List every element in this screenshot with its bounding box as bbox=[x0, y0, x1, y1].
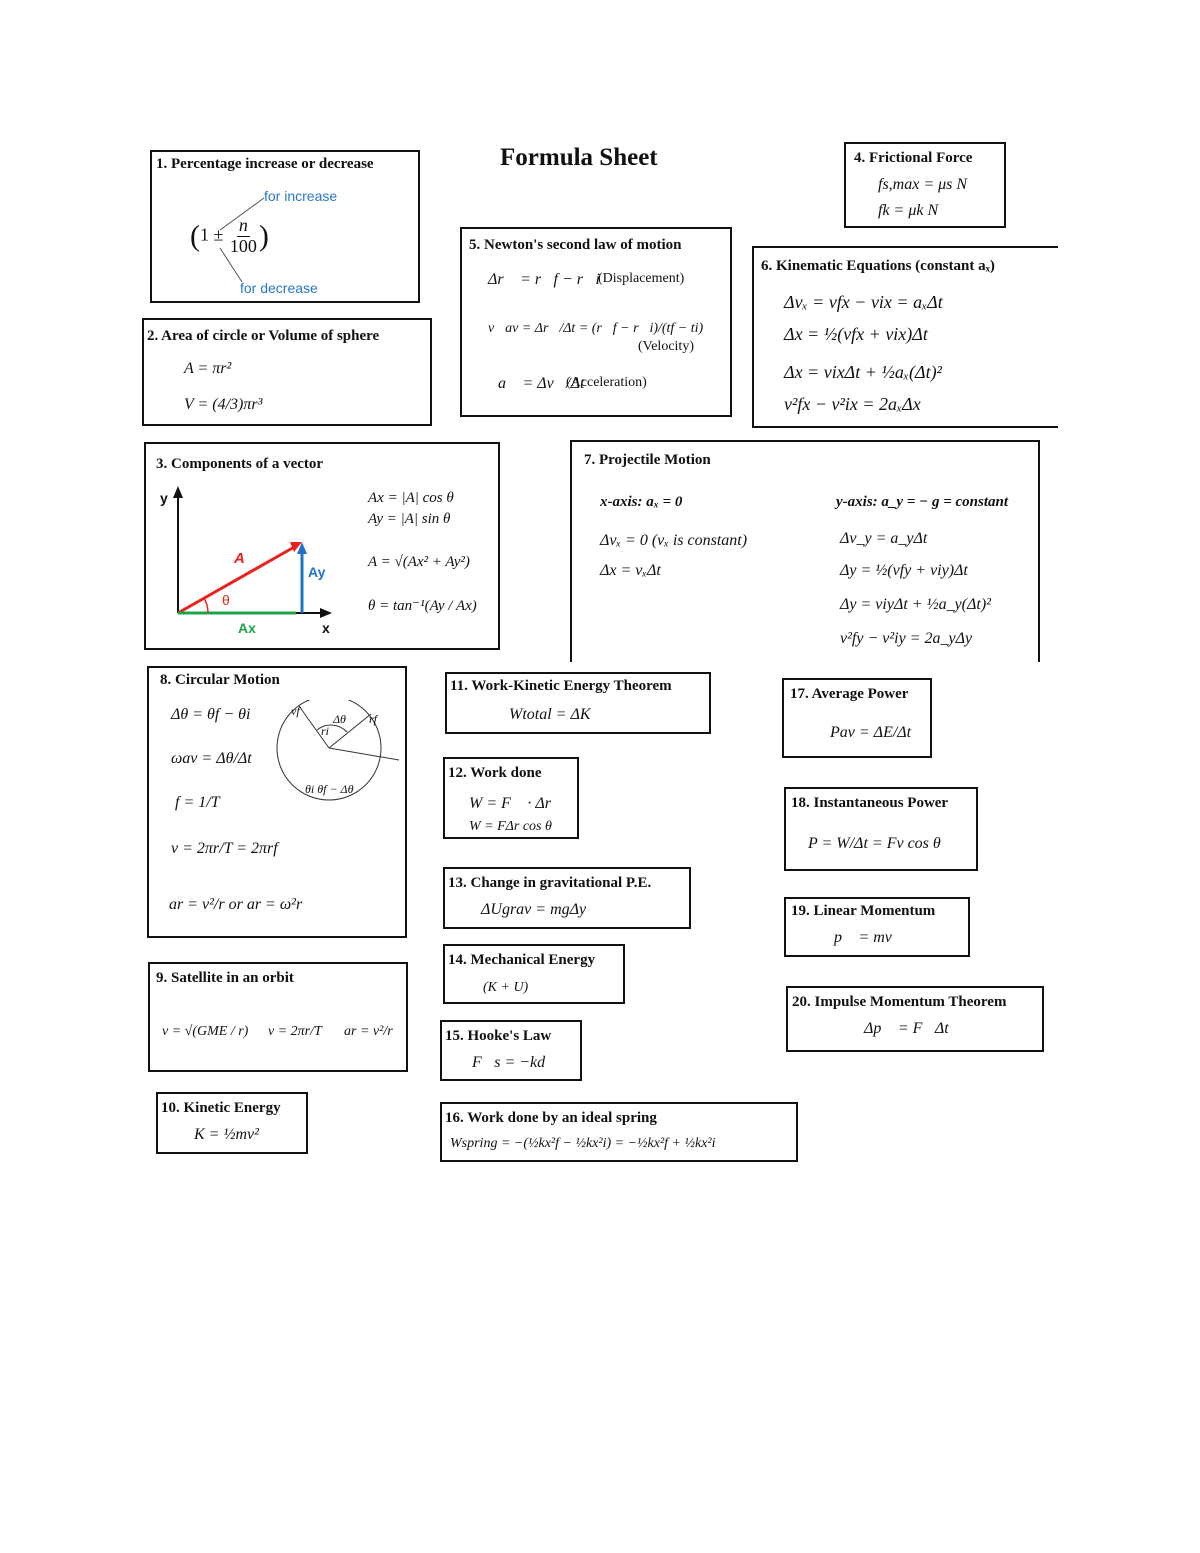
circle-sphere-title: 2. Area of circle or Volume of sphere bbox=[147, 328, 380, 344]
satellite-eq-3: ar = v²/r bbox=[344, 1024, 393, 1039]
work-done-title: 12. Work done bbox=[448, 765, 542, 781]
vector-box bbox=[144, 442, 500, 650]
friction-kinetic-formula: fk = μk N bbox=[878, 202, 939, 219]
newton-displacement-formula: Δr⃗ = r⃗f − r⃗i bbox=[488, 271, 600, 288]
circular-eq-2: ωav = Δθ/Δt bbox=[171, 750, 252, 767]
vector-ay-formula: Ay = |A| sin θ bbox=[368, 511, 451, 527]
friction-static-formula: fs,max = μs N bbox=[878, 176, 968, 193]
work-done-box bbox=[443, 757, 579, 839]
impulse-title: 20. Impulse Momentum Theorem bbox=[792, 994, 1007, 1010]
circular-eq-3: f = 1/T bbox=[175, 794, 220, 811]
circular-diagram-rf: rf bbox=[369, 712, 378, 726]
projectile-y-eq-2: Δy = ½(vfy + viy)Δt bbox=[840, 562, 968, 579]
average-power-box bbox=[782, 678, 932, 758]
hooke-box bbox=[440, 1020, 582, 1081]
mechanical-energy-title: 14. Mechanical Energy bbox=[448, 952, 596, 968]
mechanical-energy-formula: (K + U) bbox=[483, 980, 529, 995]
projectile-title: 7. Projectile Motion bbox=[584, 452, 711, 468]
projectile-x-axis: x-axis: aₓ = 0 bbox=[600, 494, 683, 510]
friction-title: 4. Frictional Force bbox=[854, 150, 973, 166]
mechanical-energy-box bbox=[443, 944, 625, 1004]
instantaneous-power-formula: P = W/Δt = Fv cos θ bbox=[808, 835, 941, 852]
hooke-title: 15. Hooke's Law bbox=[445, 1028, 552, 1044]
newton-acceleration-label: (Acceleration) bbox=[566, 375, 647, 390]
circular-diagram-caption: θi θf − Δθ bbox=[305, 782, 354, 796]
satellite-eq-1: v = √(GME / r) bbox=[162, 1024, 249, 1039]
vector-y-label: y bbox=[160, 490, 168, 506]
circular-title: 8. Circular Motion bbox=[160, 672, 280, 688]
circular-eq-4: v = 2πr/T = 2πrf bbox=[171, 840, 278, 857]
projectile-x-eq-2: Δx = vₓΔt bbox=[600, 562, 661, 579]
satellite-eq-2: v = 2πr/T bbox=[268, 1024, 322, 1039]
spring-work-box bbox=[440, 1102, 798, 1162]
percentage-box bbox=[150, 150, 420, 303]
projectile-y-axis: y-axis: a_y = − g = constant bbox=[836, 494, 1009, 510]
circular-eq-1: Δθ = θf − θi bbox=[171, 706, 251, 723]
newton-box bbox=[460, 227, 732, 417]
vector-magnitude-formula: A = √(Ax² + Ay²) bbox=[368, 554, 470, 570]
kinematic-eq-4: v²fx − v²ix = 2aₓΔx bbox=[784, 394, 921, 414]
increase-label: for increase bbox=[264, 188, 338, 204]
percentage-hundred: 100 bbox=[229, 235, 257, 256]
circle-area-formula: A = πr² bbox=[184, 360, 232, 377]
spring-work-formula: Wspring = −(½kx²f − ½kx²i) = −½kx²f + ½kx²i bbox=[450, 1136, 716, 1151]
instantaneous-power-title: 18. Instantaneous Power bbox=[791, 795, 949, 811]
instantaneous-power-box bbox=[784, 787, 978, 871]
kinematic-box bbox=[752, 246, 1058, 428]
kinetic-energy-title: 10. Kinetic Energy bbox=[161, 1100, 281, 1116]
kinematic-eq-3: Δx = vixΔt + ½aₓ(Δt)² bbox=[784, 362, 942, 382]
newton-acceleration-formula: a⃗ = Δv⃗/Δt bbox=[498, 375, 585, 392]
vector-x-label: x bbox=[322, 620, 330, 636]
percentage-expression: (1 ± $\frac{n}{100}$ ) bbox=[190, 215, 269, 256]
work-ke-formula: Wtotal = ΔK bbox=[509, 706, 591, 723]
work-done-formula-2: W = FΔr cos θ bbox=[469, 819, 552, 834]
circular-box bbox=[147, 666, 407, 938]
linear-momentum-title: 19. Linear Momentum bbox=[791, 903, 936, 919]
satellite-box bbox=[148, 962, 408, 1072]
friction-box bbox=[844, 142, 1006, 228]
circular-diagram-dtheta: Δθ bbox=[333, 712, 346, 726]
grav-pe-box bbox=[443, 867, 691, 929]
percentage-n: n bbox=[238, 215, 248, 235]
linear-momentum-box bbox=[784, 897, 970, 957]
projectile-x-eq-1: Δvₓ = 0 (vₓ is constant) bbox=[600, 532, 748, 549]
grav-pe-title: 13. Change in gravitational P.E. bbox=[448, 875, 652, 891]
kinematic-eq-1: Δvₓ = vfx − vix = aₓΔt bbox=[784, 292, 943, 312]
vector-ax-formula: Ax = |A| cos θ bbox=[368, 490, 454, 506]
vector-title: 3. Components of a vector bbox=[156, 456, 324, 472]
work-ke-title: 11. Work-Kinetic Energy Theorem bbox=[450, 678, 672, 694]
impulse-formula: Δp⃗ = F⃗Δt bbox=[864, 1020, 949, 1037]
sphere-volume-formula: V = (4/3)πr³ bbox=[184, 396, 263, 413]
newton-displacement-label: (Displacement) bbox=[598, 271, 685, 286]
vector-theta-label: θ bbox=[222, 592, 230, 608]
newton-velocity-formula: v⃗av = Δr⃗/Δt = (r⃗f − r⃗i)/(tf − ti) bbox=[488, 321, 704, 336]
page-title: Formula Sheet bbox=[500, 144, 658, 171]
hooke-formula: F⃗s = −kd⃗ bbox=[472, 1054, 558, 1071]
kinetic-energy-formula: K = ½mv² bbox=[194, 1126, 259, 1143]
work-ke-box bbox=[445, 672, 711, 734]
average-power-title: 17. Average Power bbox=[790, 686, 909, 702]
spring-work-title: 16. Work done by an ideal spring bbox=[445, 1110, 657, 1126]
vector-ay-label: Ay bbox=[308, 564, 326, 580]
vector-angle-formula: θ = tan⁻¹(Ay / Ax) bbox=[368, 598, 477, 614]
average-power-formula: Pav = ΔE/Δt bbox=[830, 724, 912, 741]
newton-velocity-label: (Velocity) bbox=[638, 339, 694, 354]
projectile-y-eq-4: v²fy − v²iy = 2a_yΔy bbox=[840, 630, 973, 647]
circle-sphere-box bbox=[142, 318, 432, 426]
satellite-title: 9. Satellite in an orbit bbox=[156, 970, 294, 986]
circular-eq-5: ar = v²/r or ar = ω²r bbox=[169, 896, 303, 913]
kinematic-eq-2: Δx = ½(vfx + vix)Δt bbox=[784, 324, 928, 344]
impulse-box bbox=[786, 986, 1044, 1052]
projectile-y-eq-3: Δy = viyΔt + ½a_y(Δt)² bbox=[840, 596, 991, 613]
newton-title: 5. Newton's second law of motion bbox=[469, 237, 682, 253]
linear-momentum-formula: p⃗ = mv⃗ bbox=[834, 929, 905, 946]
vector-a-label: A bbox=[234, 550, 245, 567]
projectile-box bbox=[570, 440, 1040, 662]
kinetic-energy-box bbox=[156, 1092, 308, 1154]
vector-ax-label: Ax bbox=[238, 620, 256, 636]
decrease-label: for decrease bbox=[240, 280, 318, 296]
projectile-y-eq-1: Δv_y = a_yΔt bbox=[840, 530, 928, 547]
grav-pe-formula: ΔUgrav = mgΔy bbox=[481, 901, 587, 918]
work-done-formula-1: W = F⃗ · Δr⃗ bbox=[469, 795, 564, 812]
circular-diagram-ri: ri bbox=[321, 724, 330, 738]
percentage-title: 1. Percentage increase or decrease bbox=[156, 156, 374, 172]
kinematic-title: 6. Kinematic Equations (constant aₓ) bbox=[761, 258, 995, 274]
circular-diagram-vf: vf bbox=[291, 704, 300, 718]
